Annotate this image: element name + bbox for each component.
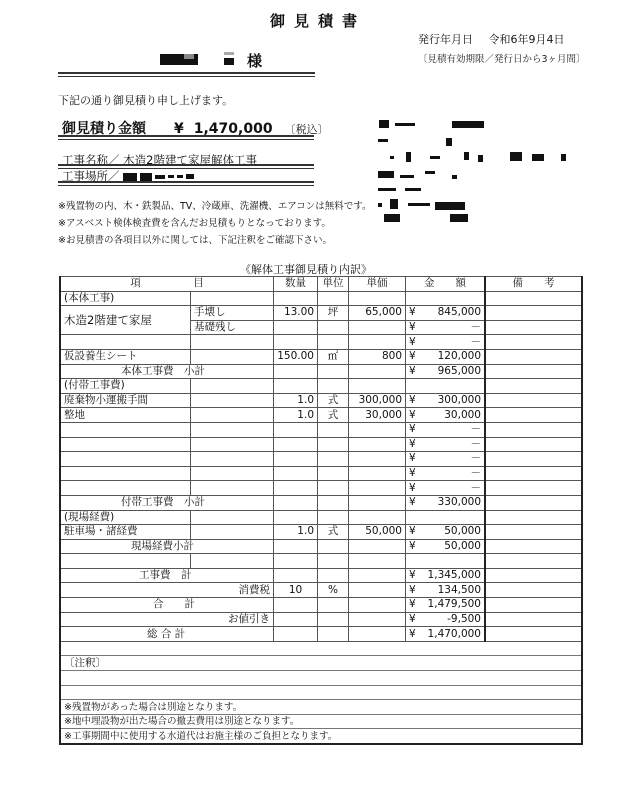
tax-included-note: 〔税込〕 xyxy=(284,123,329,136)
validity-note: 〔見積有効期限／発行日から3ヶ月間〕 xyxy=(418,54,586,65)
table-row xyxy=(60,291,582,306)
note-row xyxy=(60,641,582,656)
construction-total: 1,345,000 xyxy=(427,569,481,582)
subtotal-label: 現場経費小計 xyxy=(60,539,274,554)
yen-symbol: ¥ xyxy=(409,525,416,538)
unit-price: 50,000 xyxy=(349,525,406,540)
top-note: ※お見積書の各項目以外に関しては、下記注釈をご確認下さい。 xyxy=(58,235,332,246)
table-row xyxy=(60,481,582,496)
redacted-name-part xyxy=(224,58,234,65)
table-row xyxy=(60,422,582,437)
table-row xyxy=(60,437,582,452)
unit: 式 xyxy=(318,408,349,423)
amount-label: 御見積り金額 xyxy=(62,121,146,137)
tax-label: 消費税 xyxy=(60,583,274,598)
addressee xyxy=(160,48,315,72)
amount: － xyxy=(470,437,481,450)
amount: － xyxy=(470,335,481,348)
unit-price: 300,000 xyxy=(349,393,406,408)
table-row xyxy=(60,408,582,423)
subtotal-row xyxy=(60,495,582,510)
issue-date-value: 令和6年9月4日 xyxy=(488,33,565,46)
amount: 30,000 xyxy=(444,408,481,421)
yen-symbol: ¥ xyxy=(409,452,416,465)
header-remarks: 備 考 xyxy=(485,277,582,292)
note-row xyxy=(60,700,582,715)
yen-symbol: ¥ xyxy=(409,321,416,334)
discount-row xyxy=(60,612,582,627)
discount-label: お値引き xyxy=(60,612,274,627)
annotation-item: ※残置物があった場合は別途となります。 xyxy=(60,700,582,715)
header-item: 項 目 xyxy=(60,277,274,292)
subtotal-amount: 965,000 xyxy=(437,364,481,377)
table-row xyxy=(60,349,582,364)
note-row xyxy=(60,671,582,686)
amount: 120,000 xyxy=(437,350,481,363)
header-unit-price: 単価 xyxy=(349,277,406,292)
greeting: 下記の通り御見積り申し上げます。 xyxy=(58,94,234,107)
construction-total-row xyxy=(60,568,582,583)
top-notes xyxy=(58,198,372,249)
subtotal-row xyxy=(60,539,582,554)
yen-symbol: ¥ xyxy=(409,437,416,450)
unit: 坪 xyxy=(318,306,349,321)
subtotal-row xyxy=(60,364,582,379)
unit-price: 30,000 xyxy=(349,408,406,423)
item: 駐車場・諸経費 xyxy=(60,525,191,540)
annotation-item: ※地中埋設物が出た場合の撤去費用は別途となります。 xyxy=(60,714,582,729)
unit-price: 65,000 xyxy=(349,306,406,321)
amount: 50,000 xyxy=(444,525,481,538)
qty: 13.00 xyxy=(274,306,318,321)
yen-symbol: ¥ xyxy=(409,569,416,582)
amount: － xyxy=(470,481,481,494)
note-row xyxy=(60,685,582,700)
yen-symbol: ¥ xyxy=(409,598,416,611)
amount: 845,000 xyxy=(437,306,481,319)
qty: 1.0 xyxy=(274,408,318,423)
honorific: 様 xyxy=(247,52,263,70)
grand-total: 1,470,000 xyxy=(427,627,481,640)
yen-symbol: ¥ xyxy=(409,408,416,421)
tax-row xyxy=(60,583,582,598)
amount: － xyxy=(470,321,481,334)
section-label: (本体工事) xyxy=(60,291,191,306)
yen-symbol: ¥ xyxy=(409,364,416,377)
redacted-name-part xyxy=(224,52,234,55)
yen-symbol: ¥ xyxy=(409,583,416,596)
header-qty: 数量 xyxy=(274,277,318,292)
job-place-label: 工事場所／ xyxy=(62,169,120,183)
item: 整地 xyxy=(60,408,191,423)
note-row xyxy=(60,714,582,729)
annotations-label: 〔注釈〕 xyxy=(60,656,582,671)
amount-value: 1,470,000 xyxy=(193,121,273,137)
estimate-table xyxy=(59,276,583,745)
yen-symbol: ¥ xyxy=(409,423,416,436)
table-row xyxy=(60,510,582,525)
amount: － xyxy=(470,467,481,480)
amount-underline xyxy=(58,135,314,140)
note-row xyxy=(60,656,582,671)
yen-symbol: ¥ xyxy=(409,467,416,480)
job-name-value: 木造2階建て家屋解体工事 xyxy=(123,153,257,167)
job-name-label: 工事名称／ xyxy=(62,153,120,167)
amount: 300,000 xyxy=(437,394,481,407)
sum-amount: 1,479,500 xyxy=(427,598,481,611)
section-label: (現場経費) xyxy=(60,510,191,525)
qty: 1.0 xyxy=(274,393,318,408)
header-amount: 金 額 xyxy=(406,277,486,292)
table-row xyxy=(60,306,582,321)
currency-symbol: ¥ xyxy=(174,121,184,137)
tax-unit: % xyxy=(318,583,349,598)
sub-item: 手壊し xyxy=(191,306,274,321)
yen-symbol: ¥ xyxy=(409,394,416,407)
table-row xyxy=(60,379,582,394)
issue-date-label: 発行年月日 xyxy=(418,33,473,46)
tax-rate: 10 xyxy=(274,583,318,598)
yen-symbol: ¥ xyxy=(409,539,416,552)
note-row xyxy=(60,729,582,744)
item-group-label: 木造2階建て家屋 xyxy=(60,306,191,335)
annotation-item: ※工事期間中に使用する水道代はお施主様のご負担となります。 xyxy=(60,729,582,744)
subtotal-amount: 330,000 xyxy=(437,496,481,509)
unit: ㎡ xyxy=(318,349,349,364)
amount: － xyxy=(470,423,481,436)
unit-price: 800 xyxy=(349,349,406,364)
qty: 150.00 xyxy=(274,349,318,364)
subtotal-label: 付帯工事費 小計 xyxy=(60,495,274,510)
table-row xyxy=(60,466,582,481)
sub-item: 基礎残し xyxy=(191,320,274,335)
table-header-row xyxy=(60,277,582,292)
job-place-underline xyxy=(58,181,314,186)
item: 仮設養生シート xyxy=(60,349,191,364)
item: 廃棄物小運搬手間 xyxy=(60,393,191,408)
breakdown-title: 《解体工事御見積り内訳》 xyxy=(240,263,372,276)
yen-symbol: ¥ xyxy=(409,612,416,625)
sum-label: 合 計 xyxy=(60,598,274,613)
table-row xyxy=(60,452,582,467)
table-row xyxy=(60,554,582,569)
yen-symbol: ¥ xyxy=(409,496,416,509)
table-row xyxy=(60,393,582,408)
yen-symbol: ¥ xyxy=(409,335,416,348)
construction-total-label: 工事費 計 xyxy=(60,568,274,583)
unit: 式 xyxy=(318,525,349,540)
top-note: ※アスベスト検体検査費を含んだお見積もりとなっております。 xyxy=(58,218,331,229)
subtotal-amount: 50,000 xyxy=(444,539,481,552)
section-label: (付帯工事費) xyxy=(60,379,191,394)
discount-amount: -9,500 xyxy=(447,612,481,625)
unit: 式 xyxy=(318,393,349,408)
qty: 1.0 xyxy=(274,525,318,540)
table-row xyxy=(60,335,582,350)
header-unit: 単位 xyxy=(318,277,349,292)
issue-date xyxy=(418,31,565,47)
sum-row xyxy=(60,598,582,613)
grand-total-row xyxy=(60,627,582,642)
yen-symbol: ¥ xyxy=(409,627,416,640)
yen-symbol: ¥ xyxy=(409,306,416,319)
table-row xyxy=(60,525,582,540)
redacted-name-part xyxy=(184,54,194,59)
amount: － xyxy=(470,452,481,465)
subtotal-label: 本体工事費 小計 xyxy=(60,364,274,379)
yen-symbol: ¥ xyxy=(409,350,416,363)
addressee-underline xyxy=(58,72,315,77)
top-note: ※残置物の内、木・鉄製品、TV、冷蔵庫、洗濯機、エアコンは無料です。 xyxy=(58,201,372,212)
tax-amount: 134,500 xyxy=(437,583,481,596)
document-title: 御見積書 xyxy=(270,12,367,30)
grand-total-label: 総 合 計 xyxy=(60,627,274,642)
yen-symbol: ¥ xyxy=(409,481,416,494)
